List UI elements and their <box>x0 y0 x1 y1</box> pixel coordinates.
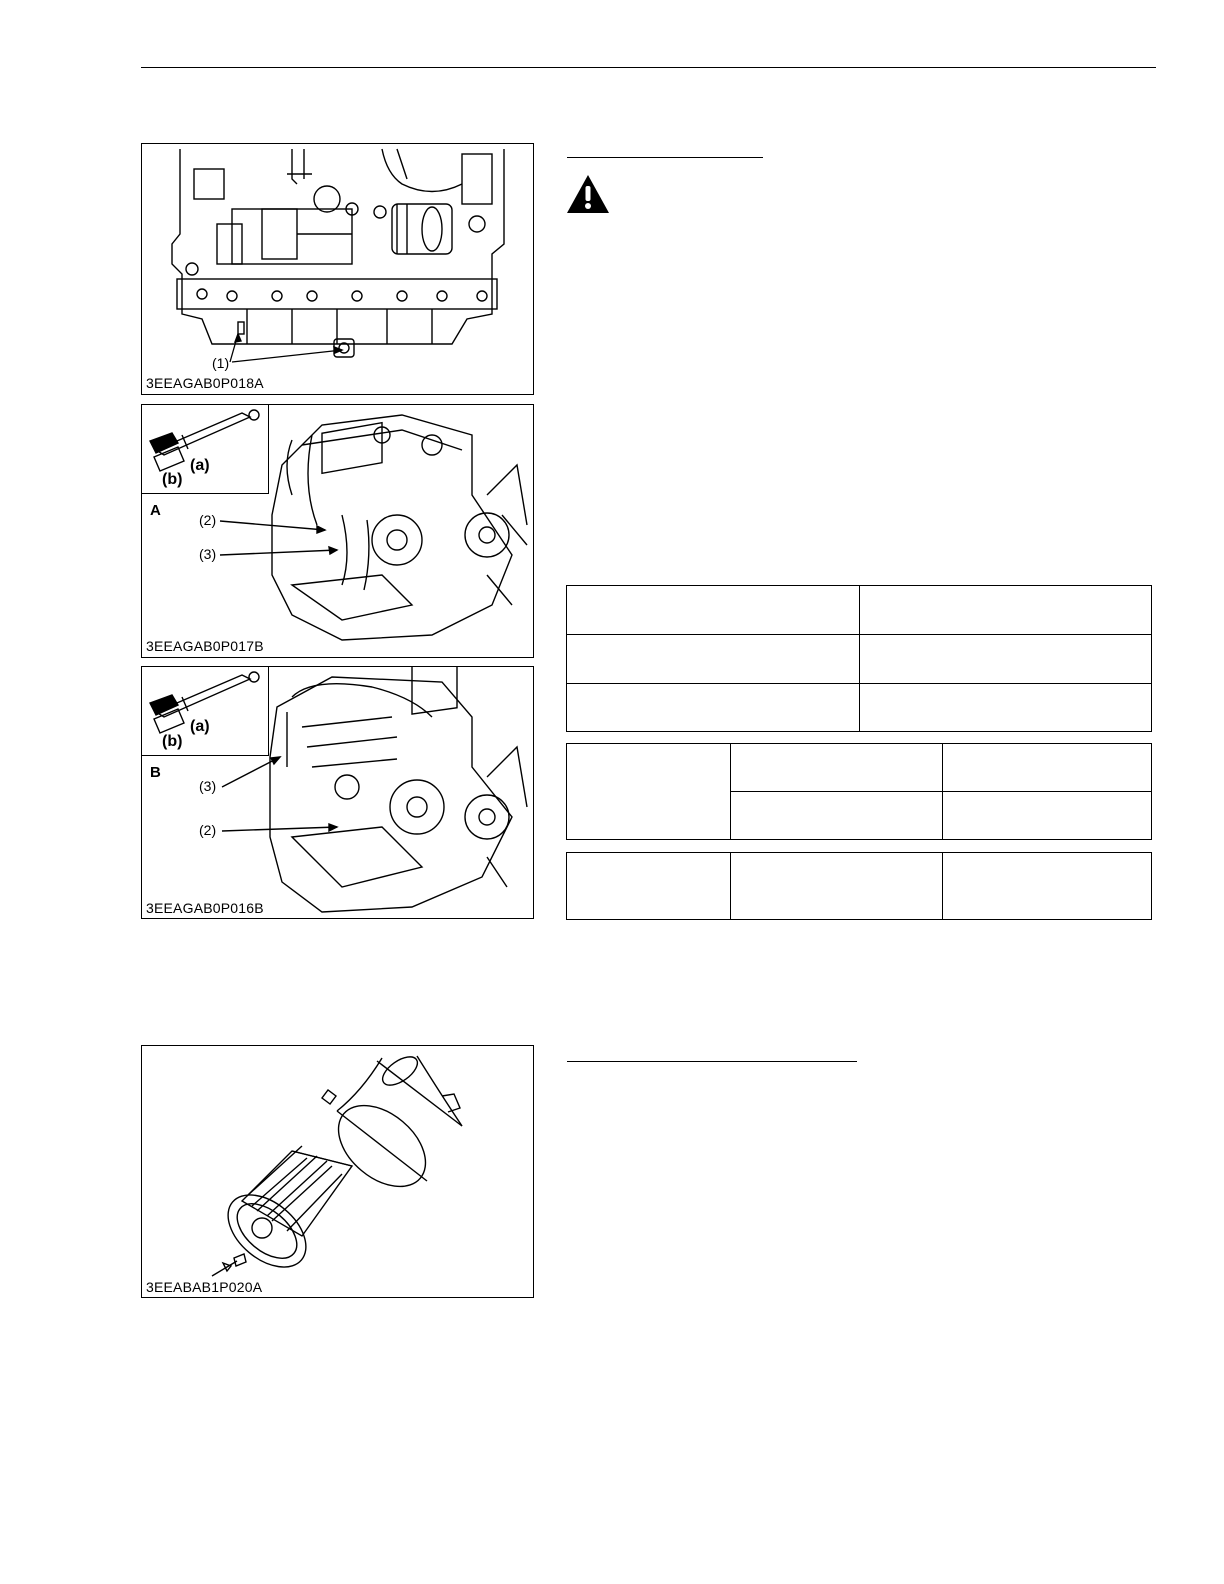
callout-3: (3) <box>199 546 217 562</box>
spec-table-3-cell <box>943 853 1152 920</box>
air-cleaner-illustration <box>142 1046 532 1296</box>
engine-side-illustration <box>142 405 532 655</box>
spec-table-3-cell <box>567 853 731 920</box>
callout-1: (1) <box>212 355 230 371</box>
inset-label-a: (a) <box>190 718 210 735</box>
figure-air-cleaner <box>141 1045 534 1298</box>
spec-table-2-cell <box>567 744 731 840</box>
spec-table-1-cell <box>567 635 860 684</box>
figure-dipstick-b <box>141 666 534 919</box>
spec-table-1-cell <box>860 684 1152 732</box>
panel-letter: A <box>150 502 161 519</box>
callout-2: (2) <box>199 822 217 838</box>
spec-table-1-cell <box>860 586 1152 635</box>
warning-triangle-icon <box>566 174 610 214</box>
figure-id: 3EEAGAB0P018A <box>146 375 264 391</box>
section-heading-rule <box>567 157 763 158</box>
figure-id: 3EEAGAB0P016B <box>146 900 264 916</box>
section-heading-rule <box>567 1061 857 1062</box>
spec-table-2-cell <box>943 744 1152 792</box>
spec-table-3-cell <box>731 853 943 920</box>
inset-label-a: (a) <box>190 457 210 474</box>
spec-table-1-cell <box>567 684 860 732</box>
engine-bottom-illustration <box>142 144 532 393</box>
figure-id: 3EEABAB1P020A <box>146 1279 263 1295</box>
figure-oil-drain <box>141 143 534 395</box>
callout-3: (3) <box>199 778 217 794</box>
callout-2: (2) <box>199 512 217 528</box>
spec-table-1-cell <box>860 635 1152 684</box>
figure-id: 3EEAGAB0P017B <box>146 638 264 654</box>
spec-table-1-cell <box>567 586 860 635</box>
spec-table-2-cell <box>731 744 943 792</box>
spec-table-2 <box>566 743 1152 840</box>
spec-table-3 <box>566 852 1152 920</box>
spec-table-1 <box>566 585 1152 732</box>
inset-label-b: (b) <box>162 471 183 488</box>
spec-table-2-cell <box>731 792 943 840</box>
spec-table-2-cell <box>943 792 1152 840</box>
panel-letter: B <box>150 764 161 781</box>
header-rule <box>141 67 1156 68</box>
figure-dipstick-a <box>141 404 534 658</box>
inset-label-b: (b) <box>162 733 183 750</box>
